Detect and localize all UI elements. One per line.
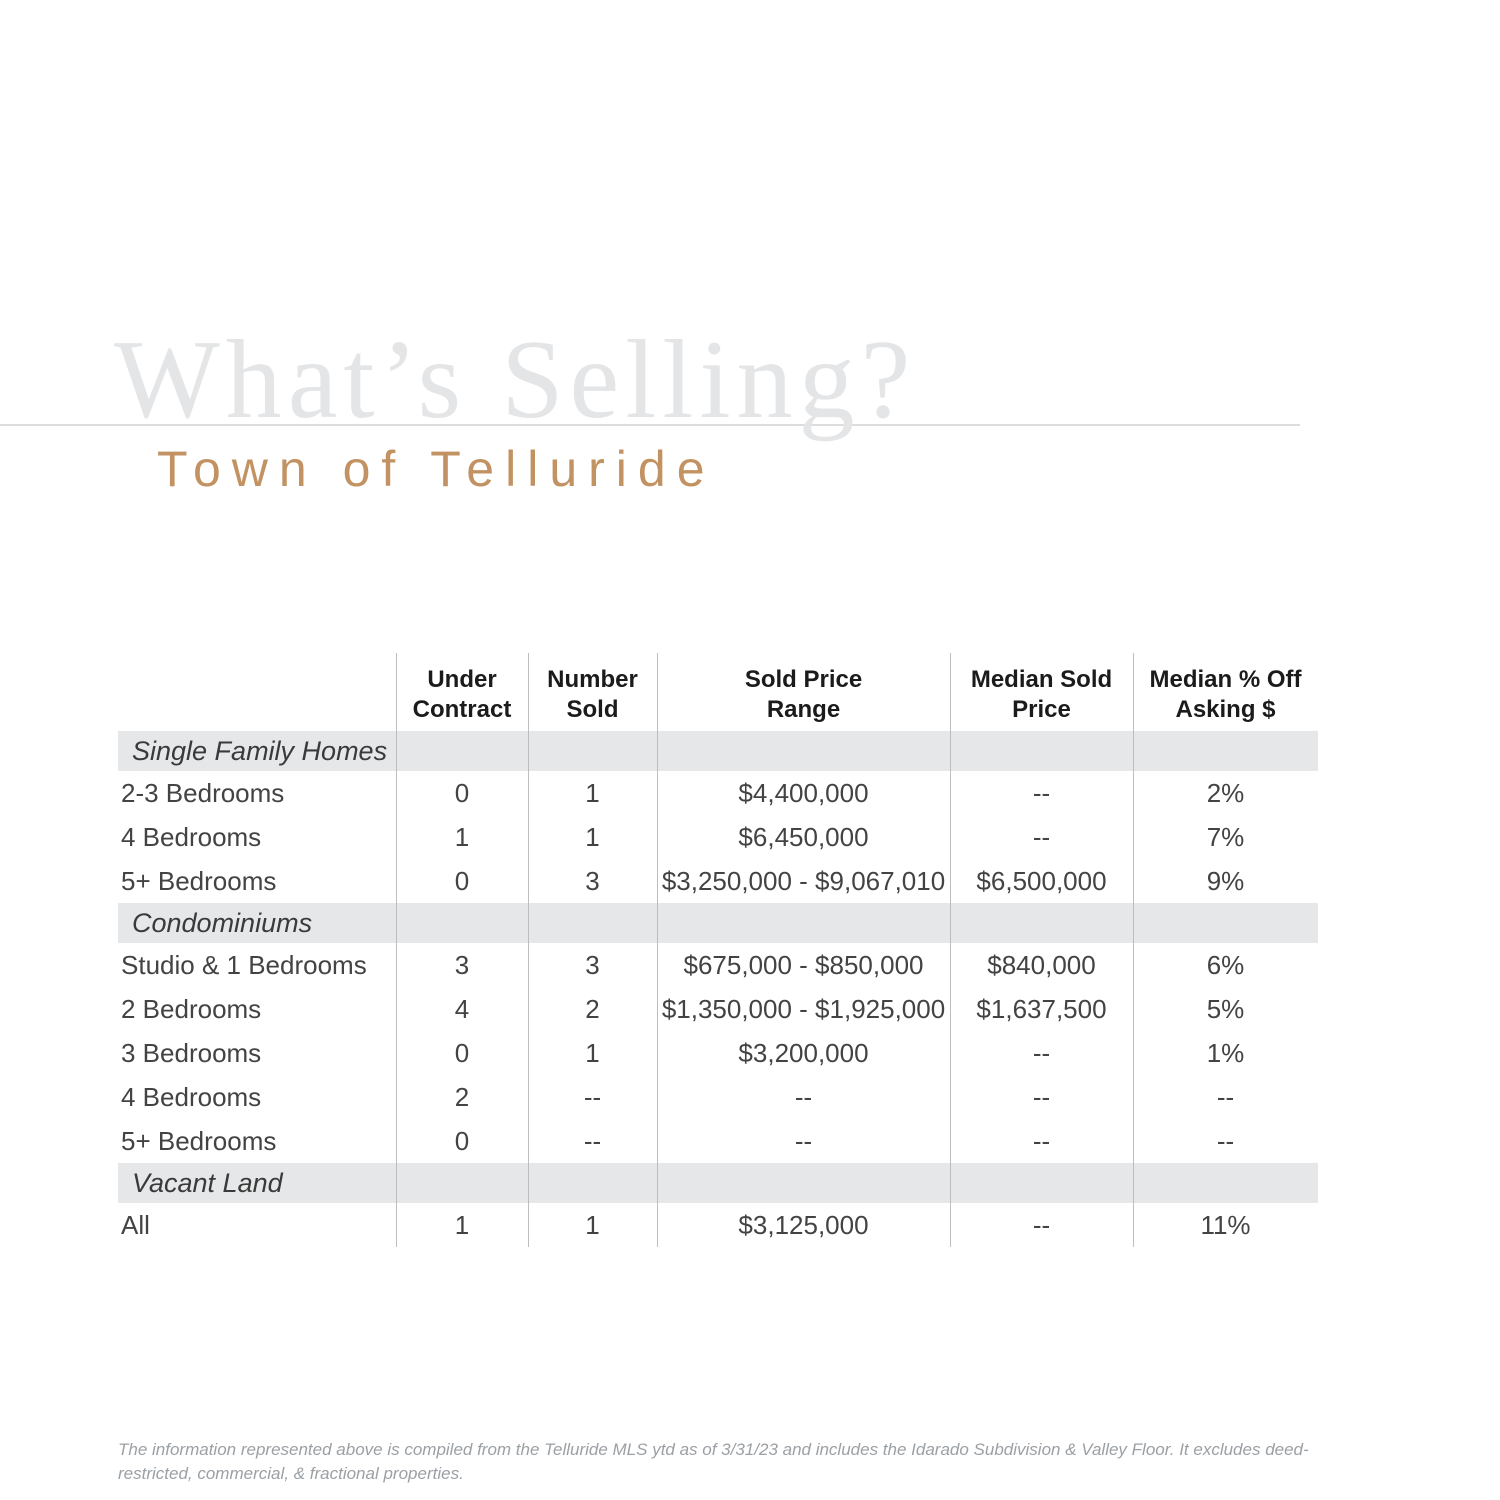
col-header-line: Sold Price (744, 666, 863, 693)
section-label: Condominiums (132, 907, 313, 938)
table-row (118, 771, 1318, 815)
cell-under-contract: 1 (454, 821, 470, 852)
cell-under-contract: 3 (454, 949, 470, 980)
table-row (118, 943, 1318, 987)
cell-sold-price-range: $4,400,000 (738, 777, 869, 808)
col-header-line: Price (1012, 696, 1071, 723)
cell-sold-price-range: $675,000 - $850,000 (683, 949, 924, 980)
cell-median-pct-off: 5% (1206, 993, 1245, 1024)
table-row (118, 1119, 1318, 1163)
cell-median-pct-off: -- (1216, 1081, 1235, 1112)
col-header-line: Sold (566, 696, 619, 723)
cell-under-contract: 0 (454, 1125, 470, 1156)
section-header-vacant-land (118, 1163, 1318, 1203)
col-header-number-sold (528, 653, 657, 731)
row-label: 4 Bedrooms (121, 1081, 262, 1112)
cell-sold-price-range: $3,250,000 - $9,067,010 (661, 865, 946, 896)
cell-number-sold: 3 (585, 949, 600, 980)
cell-under-contract: 0 (454, 1037, 470, 1068)
col-header-blank (118, 653, 396, 731)
cell-sold-price-range: -- (794, 1125, 813, 1156)
page-title: What’s Selling? (114, 318, 917, 442)
table-header-row (118, 653, 1318, 731)
column-separator (950, 653, 951, 1247)
cell-median-sold-price: -- (1032, 1209, 1051, 1240)
section-header-condominiums (118, 903, 1318, 943)
page-subtitle: Town of Telluride (157, 441, 716, 497)
cell-sold-price-range: $1,350,000 - $1,925,000 (661, 993, 946, 1024)
cell-under-contract: 2 (454, 1081, 470, 1112)
cell-median-sold-price: -- (1032, 821, 1051, 852)
col-header-line: Range (766, 696, 841, 723)
cell-number-sold: 2 (585, 993, 600, 1024)
table-row (118, 987, 1318, 1031)
cell-median-pct-off: -- (1216, 1125, 1235, 1156)
cell-under-contract: 1 (454, 1209, 470, 1240)
table-row (118, 859, 1318, 903)
col-header-sold-price-range (657, 653, 950, 731)
cell-median-pct-off: 2% (1206, 777, 1245, 808)
col-header-line: Median Sold (970, 666, 1113, 693)
row-label: 4 Bedrooms (121, 821, 262, 852)
cell-number-sold: -- (583, 1081, 602, 1112)
col-header-line: Contract (412, 696, 512, 723)
cell-median-sold-price: $840,000 (987, 949, 1096, 980)
cell-median-sold-price: $1,637,500 (976, 993, 1107, 1024)
cell-sold-price-range: -- (794, 1081, 813, 1112)
cell-under-contract: 0 (454, 865, 470, 896)
cell-median-sold-price: -- (1032, 1081, 1051, 1112)
section-label: Vacant Land (132, 1167, 283, 1198)
cell-median-pct-off: 6% (1206, 949, 1245, 980)
col-header-line: Median % Off (1149, 666, 1302, 693)
sales-table (118, 653, 1318, 1247)
row-label: All (121, 1209, 150, 1240)
section-header-single-family-homes (118, 731, 1318, 771)
col-header-line: Number (547, 666, 638, 693)
cell-median-pct-off: 9% (1206, 865, 1245, 896)
col-header-median-sold-price (950, 653, 1133, 731)
cell-number-sold: 1 (585, 1037, 600, 1068)
cell-under-contract: 0 (454, 777, 470, 808)
cell-number-sold: 1 (585, 777, 600, 808)
cell-median-pct-off: 11% (1200, 1209, 1251, 1240)
cell-median-pct-off: 1% (1206, 1037, 1245, 1068)
cell-number-sold: 1 (585, 821, 600, 852)
col-header-median-pct-off (1133, 653, 1318, 731)
col-header-under-contract (396, 653, 528, 731)
cell-sold-price-range: $3,200,000 (738, 1037, 869, 1068)
cell-median-sold-price: -- (1032, 1125, 1051, 1156)
row-label: 5+ Bedrooms (121, 865, 277, 896)
cell-sold-price-range: $6,450,000 (738, 821, 869, 852)
cell-number-sold: -- (583, 1125, 602, 1156)
column-separator (1133, 653, 1134, 1247)
col-header-line: Under (427, 666, 497, 693)
cell-median-pct-off: 7% (1206, 821, 1245, 852)
row-label: 2 Bedrooms (121, 993, 262, 1024)
footnote: The information represented above is compiled from the Telluride MLS ytd as of 3/31/23 and includes the Idarado Subdivision & Valley Floor. It excludes deed-restricted, commercial, & fractional properties. (118, 1440, 1309, 1483)
section-label: Single Family Homes (132, 735, 388, 766)
cell-median-sold-price: $6,500,000 (976, 865, 1107, 896)
cell-under-contract: 4 (454, 993, 470, 1024)
row-label: Studio & 1 Bedrooms (121, 949, 367, 980)
cell-number-sold: 3 (585, 865, 600, 896)
row-label: 2-3 Bedrooms (121, 777, 285, 808)
cell-sold-price-range: $3,125,000 (738, 1209, 869, 1240)
table-row (118, 815, 1318, 859)
column-separator (396, 653, 397, 1247)
cell-number-sold: 1 (585, 1209, 600, 1240)
row-label: 5+ Bedrooms (121, 1125, 277, 1156)
column-separator (528, 653, 529, 1247)
table-row (118, 1075, 1318, 1119)
col-header-line: Asking $ (1175, 696, 1276, 723)
cell-median-sold-price: -- (1032, 1037, 1051, 1068)
row-label: 3 Bedrooms (121, 1037, 262, 1068)
cell-median-sold-price: -- (1032, 777, 1051, 808)
table-row (118, 1203, 1318, 1247)
column-separator (657, 653, 658, 1247)
table-row (118, 1031, 1318, 1075)
